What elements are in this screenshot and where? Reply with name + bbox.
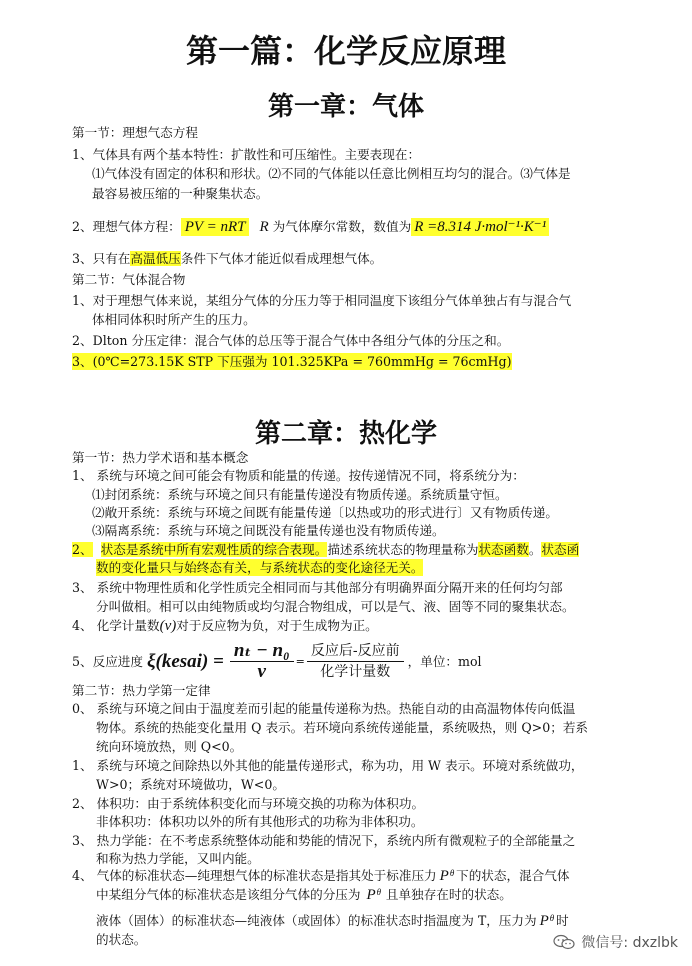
highlight: 数的变化量只与始终态有关，与系统状态的变化途径无关。 bbox=[96, 560, 424, 575]
formula-symbol: ξ(kesai) = bbox=[146, 650, 224, 672]
paragraph: 3、 热力学能：在不考虑系统整体动能和势能的情况下，系统内所有微观粒子的全部能量之 bbox=[72, 833, 576, 848]
fraction-denominator: ν bbox=[257, 661, 266, 682]
paragraph: ⑴封闭系统：系统与环境之间只有能量传递没有物质传递。系统质量守恒。 bbox=[92, 487, 508, 502]
paragraph bbox=[96, 912, 569, 930]
text: 时 bbox=[556, 913, 569, 928]
paragraph bbox=[72, 218, 549, 236]
paragraph: 1、 系统与环境之间除热以外其他的能量传递形式，称为功，用 W 表示。环境对系统做功， bbox=[72, 758, 584, 773]
formula-fraction bbox=[230, 641, 294, 682]
paragraph: 1、对于理想气体来说，某组分气体的分压力等于相同温度下该组分气体单独占有与混合气 bbox=[72, 293, 572, 308]
text: 对于反应物为负，对于生成物为正。 bbox=[176, 618, 378, 633]
equals-sign: = bbox=[295, 654, 305, 668]
text: 3、只有在 bbox=[72, 251, 131, 266]
paragraph: ⑵敞开系统：系统与环境之间既有能量传递〔以热或功的形式进行〕又有物质传递。 bbox=[92, 505, 558, 520]
text: 中某组分气体的标准状态是该组分气体的分压为 bbox=[96, 887, 361, 902]
paragraph: W>0；系统对环境做功，W<0。 bbox=[96, 777, 285, 792]
highlight: 2、 bbox=[72, 542, 93, 557]
text: 4、 化学计量数 bbox=[72, 618, 160, 633]
paragraph bbox=[72, 867, 569, 885]
paragraph bbox=[72, 617, 378, 635]
text: 液体（固体）的标准状态—纯液体（或固体）的标准状态时指温度为 T，压力为 bbox=[96, 913, 537, 928]
wechat-icon bbox=[553, 934, 575, 950]
section-title: 第二节：气体混合物 bbox=[72, 272, 186, 287]
section-title: 第一节：理想气态方程 bbox=[72, 125, 198, 140]
text: 下的状态，混合气体 bbox=[456, 868, 570, 883]
formula-symbol: R bbox=[259, 219, 269, 235]
highlight: 状态函 bbox=[541, 542, 580, 557]
paragraph: 非体积功：体积功以外的所有其他形式的功称为非体积功。 bbox=[96, 814, 424, 829]
paragraph: 1、气体具有两个基本特性：扩散性和可压缩性。主要表现在： bbox=[72, 147, 421, 162]
paragraph: 1、 系统与环境之间可能会有物质和能量的传递。按传递情况不同，将系统分为： bbox=[72, 468, 525, 483]
paragraph: 3、 系统中物理性质和化学性质完全相同而与其他部分有明确界面分隔开来的任何均匀部 bbox=[72, 580, 563, 595]
paragraph: 统向环境放热，则 Q<0。 bbox=[96, 739, 243, 754]
formula-symbol: Pᶿ bbox=[366, 887, 380, 903]
paragraph: ⑴气体没有固定的体积和形状。⑵不同的气体能以任意比例相互均匀的混合。⑶气体是 bbox=[92, 166, 571, 181]
paragraph: 2、Dlton 分压定律：混合气体的总压等于混合气体中各组分气体的分压之和。 bbox=[72, 333, 510, 348]
watermark-text: 微信号: dxzlbk bbox=[581, 935, 678, 951]
highlight: 高温低压 bbox=[130, 251, 181, 266]
stoichiometric-symbol: (ν) bbox=[159, 618, 177, 634]
paragraph bbox=[72, 541, 579, 558]
text: 且单独存在时的状态。 bbox=[385, 887, 512, 902]
reaction-extent-formula bbox=[72, 641, 482, 682]
paragraph: 最容易被压缩的一种聚集状态。 bbox=[92, 186, 269, 201]
paragraph bbox=[96, 886, 512, 904]
ideal-gas-formula: PV = nRT bbox=[181, 218, 250, 236]
paragraph: ⑶隔离系统：系统与环境之间既没有能量传递也没有物质传递。 bbox=[92, 523, 445, 538]
section-title: 第一节：热力学术语和基本概念 bbox=[72, 450, 249, 465]
paragraph: 2、 体积功：由于系统体积变化而与环境交换的功称为体积功。 bbox=[72, 796, 425, 811]
text: 描述系统状态的物理量称为 bbox=[327, 542, 479, 557]
fraction-numerator: nₜ − n₀ bbox=[230, 641, 294, 662]
gas-constant-value: R =8.314 J·mol⁻¹·K⁻¹ bbox=[411, 218, 549, 236]
paragraph: 和称为热力学能，又叫内能。 bbox=[96, 851, 260, 866]
formula-symbol: Pᶿ bbox=[539, 913, 554, 929]
highlight-note: 3、(0℃=273.15K STP 下压强为 101.325KPa = 760mmHg = 76cmHg) bbox=[72, 354, 512, 369]
section-title: 第二节：热力学第一定律 bbox=[72, 683, 211, 698]
chapter2-title: 第二章：热化学 bbox=[254, 419, 437, 449]
text: 2、理想气体方程： bbox=[72, 219, 181, 234]
formula-symbol: Pᶿ bbox=[439, 868, 454, 884]
fraction-numerator: 反应后-反应前 bbox=[307, 641, 404, 662]
text: 条件下气体才能近似看成理想气体。 bbox=[180, 251, 383, 266]
text: 5、反应进度 bbox=[72, 653, 143, 669]
chapter1-title: 第一章：气体 bbox=[267, 92, 424, 122]
watermark bbox=[553, 932, 678, 952]
document-title: 第一篇：化学反应原理 bbox=[185, 32, 506, 70]
fraction-denominator: 化学计量数 bbox=[320, 664, 391, 680]
paragraph bbox=[72, 250, 382, 267]
formula-fraction bbox=[307, 641, 404, 682]
paragraph: 物体。系统的热能变化量用 Q 表示。若环境向系统传递能量，系统吸热，则 Q>0；若系 bbox=[96, 720, 589, 735]
text: 4、 气体的标准状态—纯理想气体的标准状态是指其处于标准压力 bbox=[72, 868, 437, 883]
highlight: 状态是系统中所有宏观性质的综合表现。 bbox=[100, 542, 328, 557]
paragraph: 的状态。 bbox=[96, 932, 147, 947]
paragraph: 分叫做相。相可以由纯物质或均匀混合物组成，可以是气、液、固等不同的聚集状态。 bbox=[96, 599, 575, 614]
paragraph: 体相同体积时所产生的压力。 bbox=[92, 312, 256, 327]
highlight: 状态函数 bbox=[478, 542, 529, 557]
unit-text: ，单位：mol bbox=[407, 653, 482, 669]
text: 。 bbox=[528, 542, 542, 557]
paragraph: 0、 系统与环境之间由于温度差而引起的能量传递称为热。热能自动的由高温物体传向低温 bbox=[72, 701, 576, 716]
text: 为气体摩尔常数，数值为 bbox=[272, 219, 412, 234]
